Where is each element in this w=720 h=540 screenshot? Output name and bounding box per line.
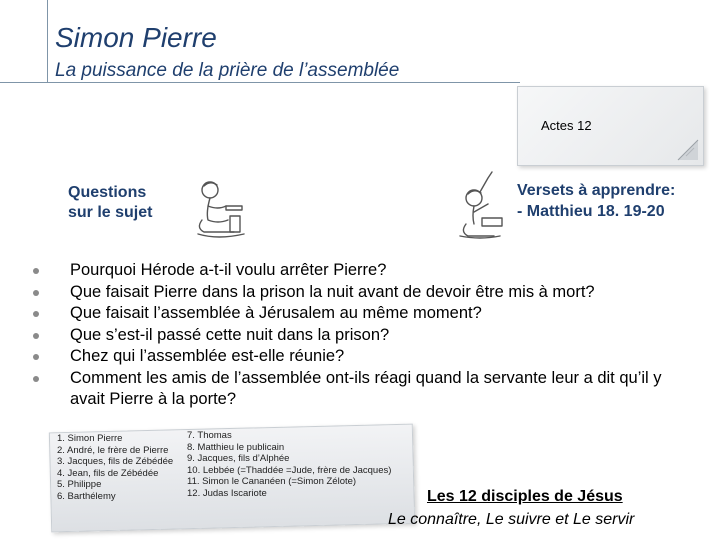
list-item: Que faisait Pierre dans la prison la nuit avant de devoir être mis à mort?: [30, 282, 680, 304]
reading-figure-icon: [190, 176, 250, 242]
header-vertical-rule: [47, 0, 48, 82]
verses-label: Versets à apprendre: - Matthieu 18. 19-20: [517, 182, 676, 220]
disciple-item: 12. Judas Iscariote: [187, 487, 267, 499]
disciples-column-2: [187, 430, 391, 499]
disciple-item: 5. Philippe: [57, 479, 102, 490]
list-item: Que faisait l’assemblée à Jérusalem au même moment?: [30, 303, 680, 325]
page-title: Simon Pierre: [55, 22, 217, 53]
disciple-item: 8. Matthieu le publicain: [187, 441, 285, 453]
disciple-item: 1. Simon Pierre: [57, 433, 123, 444]
list-item: Comment les amis de l’assemblée ont-ils réagi quand la servante leur a dit qu’il y avait Pierre à la porte?: [30, 368, 680, 411]
bullet-icon: [33, 290, 39, 296]
list-item: Que s’est-il passé cette nuit dans la prison?: [30, 325, 680, 347]
disciple-item: 3. Jacques, fils de Zébédée: [57, 456, 174, 467]
bullet-icon: [33, 311, 39, 317]
disciple-item: 4. Jean, fils de Zébédée: [57, 467, 159, 479]
bullet-icon: [33, 354, 39, 360]
disciple-item: 2. André, le frère de Pierre: [57, 444, 169, 456]
disciple-item: 6. Barthélemy: [57, 490, 116, 502]
header-horizontal-rule: [0, 82, 520, 83]
bible-reference: Actes 12: [541, 118, 592, 133]
footer-title: Les 12 disciples de Jésus: [427, 488, 623, 505]
disciple-item: 9. Jacques, fils d’Alphée: [187, 453, 290, 464]
disciple-item: 10. Lebbée (=Thaddée =Jude, frère de Jacques): [187, 464, 392, 476]
list-item: Pourquoi Hérode a-t-il voulu arrêter Pierre?: [30, 260, 680, 282]
bullet-icon: [33, 268, 39, 274]
disciples-column-1: [57, 433, 173, 502]
page-subtitle: La puissance de la prière de l’assemblée: [55, 60, 400, 81]
questions-list: [30, 260, 680, 411]
questions-label: Questions sur le sujet: [68, 184, 153, 221]
bullet-icon: [33, 376, 39, 382]
disciple-item: 11. Simon le Cananéen (=Simon Zélote): [187, 476, 357, 487]
disciple-item: 7. Thomas: [187, 430, 232, 441]
list-item: Chez qui l’assemblée est-elle réunie?: [30, 346, 680, 368]
bullet-icon: [33, 333, 39, 339]
raised-hand-figure-icon: [452, 170, 512, 242]
page-curl-icon: [676, 138, 700, 162]
footer-subtitle: Le connaître, Le suivre et Le servir: [388, 511, 635, 528]
